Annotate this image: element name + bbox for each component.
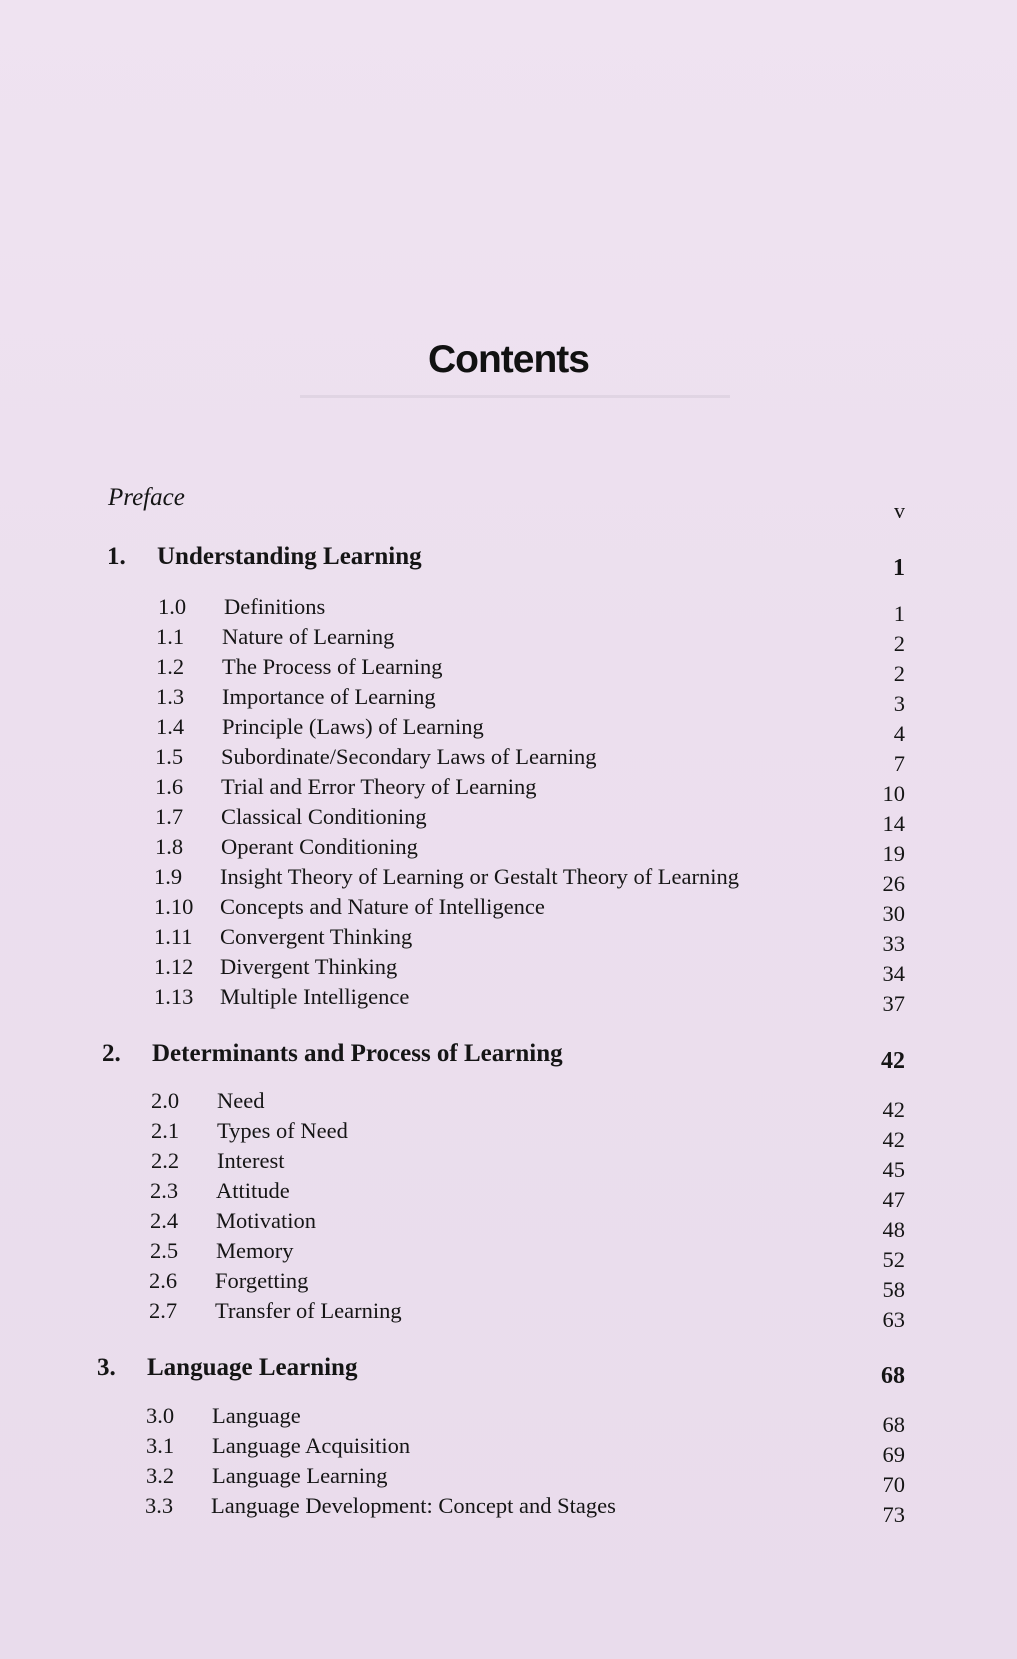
section-page: 34 — [882, 961, 905, 986]
section-title: Divergent Thinking — [220, 954, 398, 979]
section-title: Subordinate/Secondary Laws of Learning — [221, 744, 597, 769]
section-number: 1.3 — [156, 684, 185, 709]
section-page: 63 — [882, 1307, 905, 1332]
toc-entry — [154, 984, 409, 1010]
section-page: 58 — [882, 1277, 905, 1302]
toc-entry — [156, 714, 484, 740]
toc-entry — [146, 1433, 410, 1459]
toc-entry — [150, 1238, 294, 1264]
section-page: 73 — [882, 1502, 905, 1527]
section-title: Need — [217, 1088, 265, 1113]
section-number: 1.7 — [155, 804, 184, 829]
section-title: Language Acquisition — [212, 1433, 411, 1458]
toc-entry — [151, 1148, 284, 1174]
section-number: 3.3 — [145, 1493, 174, 1518]
section-number: 1.8 — [155, 834, 184, 859]
section-page: 42 — [882, 1127, 905, 1152]
chapter-3-page: 68 — [881, 1363, 905, 1389]
section-title: Classical Conditioning — [221, 804, 427, 829]
section-page: 45 — [882, 1157, 905, 1182]
section-number: 2.0 — [151, 1088, 180, 1113]
section-number: 1.1 — [156, 624, 185, 649]
section-title: Language — [212, 1403, 301, 1428]
section-number: 1.5 — [155, 744, 184, 769]
toc-entry — [146, 1403, 301, 1429]
section-title: Definitions — [224, 594, 326, 619]
page-title: Contents — [428, 338, 589, 381]
chapter-number: 3. — [97, 1354, 116, 1381]
chapter-title: Understanding Learning — [157, 543, 422, 570]
section-title: Forgetting — [215, 1268, 309, 1293]
chapter-1-page: 1 — [893, 555, 905, 581]
section-page: 26 — [882, 871, 905, 896]
section-number: 3.1 — [146, 1433, 175, 1458]
chapter-1-heading — [107, 543, 422, 571]
toc-entry — [149, 1298, 402, 1324]
toc-entry — [154, 894, 545, 920]
section-title: Nature of Learning — [222, 624, 395, 649]
section-page: 10 — [882, 781, 905, 806]
toc-entry — [155, 774, 537, 800]
section-page: 37 — [882, 991, 905, 1016]
section-number: 2.3 — [150, 1178, 179, 1203]
section-title: Attitude — [216, 1178, 290, 1203]
section-page: 4 — [893, 721, 905, 746]
section-page: 42 — [882, 1097, 905, 1122]
section-number: 1.6 — [155, 774, 184, 799]
section-page: 3 — [893, 691, 905, 716]
section-title: Transfer of Learning — [215, 1298, 402, 1323]
section-page: 69 — [882, 1442, 905, 1467]
section-title: Convergent Thinking — [220, 924, 413, 949]
section-title: Motivation — [216, 1208, 316, 1233]
toc-entry — [151, 1118, 348, 1144]
section-page: 52 — [882, 1247, 905, 1272]
section-title: Insight Theory of Learning or Gestalt Theory of Learning — [220, 864, 740, 889]
section-number: 2.7 — [149, 1298, 178, 1323]
preface-label: Preface — [108, 484, 185, 511]
section-title: Multiple Intelligence — [220, 984, 410, 1009]
toc-entry — [154, 924, 412, 950]
section-title: Interest — [217, 1148, 285, 1173]
section-number: 1.9 — [154, 864, 183, 889]
toc-entry — [156, 654, 443, 680]
preface-page: v — [894, 498, 905, 523]
toc-entry — [154, 954, 397, 980]
section-number: 1.12 — [154, 954, 194, 979]
chapter-number: 2. — [102, 1040, 121, 1067]
section-number: 1.13 — [154, 984, 194, 1009]
toc-entry — [155, 744, 597, 770]
section-title: The Process of Learning — [222, 654, 443, 679]
section-page: 48 — [882, 1217, 905, 1242]
section-page: 47 — [882, 1187, 905, 1212]
section-page: 68 — [882, 1412, 905, 1437]
chapter-title: Determinants and Process of Learning — [152, 1040, 563, 1067]
section-number: 3.0 — [146, 1403, 175, 1428]
section-number: 2.6 — [149, 1268, 178, 1293]
chapter-title: Language Learning — [147, 1354, 358, 1381]
section-page: 33 — [882, 931, 905, 956]
section-number: 1.0 — [158, 594, 187, 619]
section-number: 1.4 — [156, 714, 185, 739]
section-title: Memory — [216, 1238, 294, 1263]
chapter-2-page: 42 — [881, 1048, 905, 1074]
section-number: 2.2 — [151, 1148, 180, 1173]
section-title: Types of Need — [217, 1118, 348, 1143]
toc-entry — [156, 684, 436, 710]
toc-entry — [145, 1493, 616, 1519]
section-page: 30 — [882, 901, 905, 926]
toc-entry — [146, 1463, 388, 1489]
section-title: Language Learning — [212, 1463, 388, 1488]
toc-entry — [150, 1178, 290, 1204]
toc-entry — [149, 1268, 308, 1294]
section-title: Trial and Error Theory of Learning — [221, 774, 537, 799]
bleed-through-watermark — [300, 395, 730, 448]
section-number: 3.2 — [146, 1463, 175, 1488]
section-number: 1.2 — [156, 654, 185, 679]
toc-entry — [150, 1208, 316, 1234]
chapter-2-heading — [102, 1040, 563, 1068]
toc-entry — [155, 804, 427, 830]
toc-entry — [158, 594, 325, 620]
section-number: 2.4 — [150, 1208, 179, 1233]
section-number: 2.1 — [151, 1118, 180, 1143]
section-page: 1 — [893, 601, 905, 626]
toc-entry — [154, 864, 739, 890]
toc-entry — [156, 624, 394, 650]
section-title: Principle (Laws) of Learning — [222, 714, 484, 739]
chapter-3-heading — [97, 1354, 357, 1382]
toc-entry — [155, 834, 418, 860]
section-title: Concepts and Nature of Intelligence — [220, 894, 545, 919]
section-page: 7 — [893, 751, 905, 776]
section-title: Importance of Learning — [222, 684, 436, 709]
section-page: 19 — [882, 841, 905, 866]
section-number: 2.5 — [150, 1238, 179, 1263]
section-number: 1.11 — [154, 924, 193, 949]
bleed-through-header — [110, 96, 910, 126]
section-title: Language Development: Concept and Stages — [211, 1493, 616, 1518]
section-page: 2 — [893, 631, 905, 656]
toc-entry — [151, 1088, 264, 1114]
section-page: 14 — [882, 811, 905, 836]
section-page: 70 — [882, 1472, 905, 1497]
section-title: Operant Conditioning — [221, 834, 418, 859]
chapter-number: 1. — [107, 543, 126, 570]
section-page: 2 — [893, 661, 905, 686]
section-number: 1.10 — [154, 894, 194, 919]
